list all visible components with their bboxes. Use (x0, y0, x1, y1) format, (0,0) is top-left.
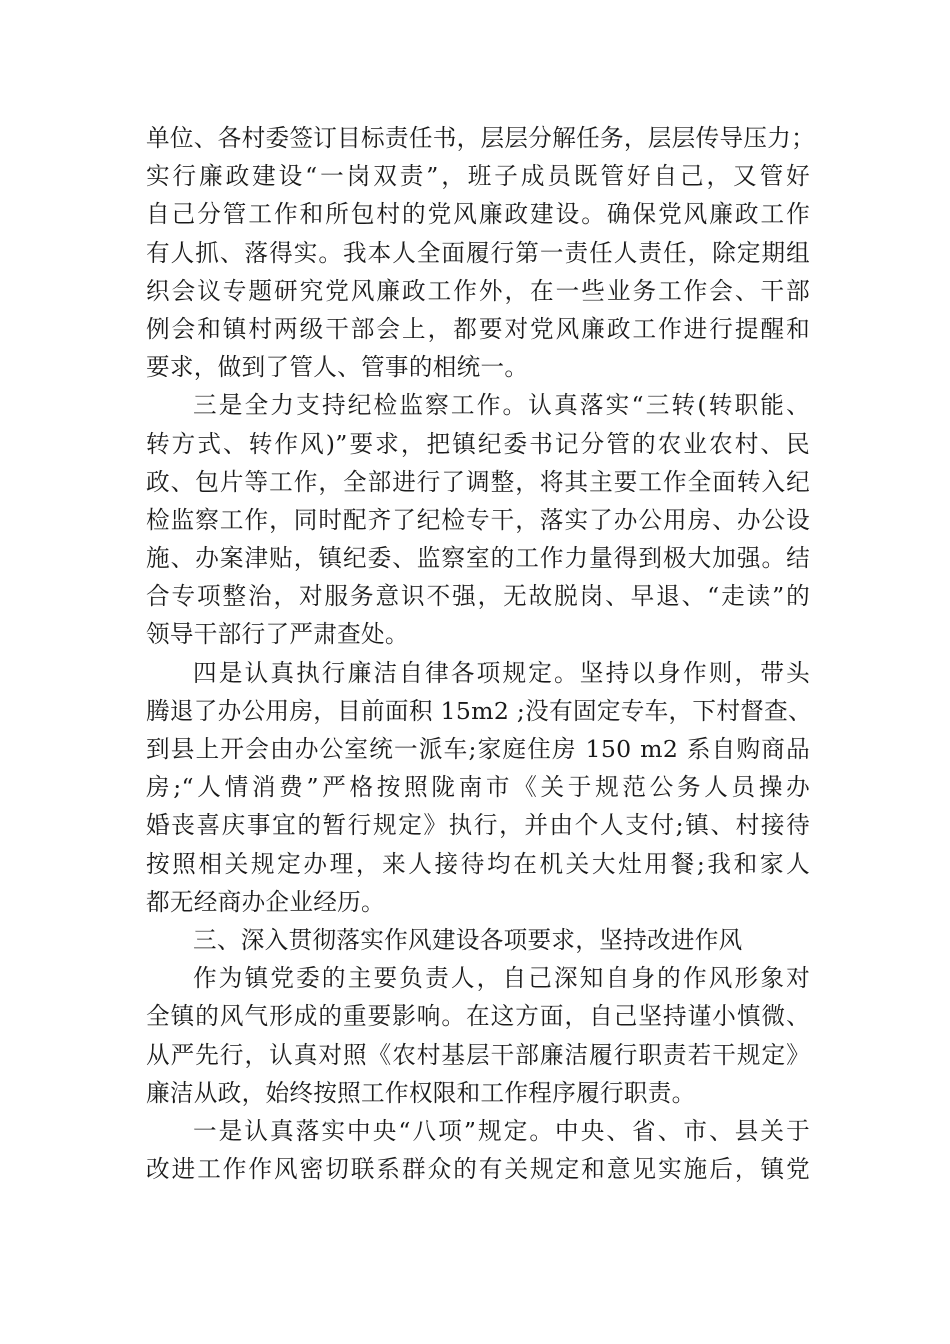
text-line: 一是认真落实中央“八项”规定。中央、省、市、县关于 (193, 1116, 810, 1145)
text-line: 从严先行，认真对照《农村基层干部廉洁履行职责若干规定》 (146, 1040, 810, 1069)
text-line: 到县上开会由办公室统一派车;家庭住房 150 m2 系自购商品 (146, 735, 810, 763)
text-line: 改进工作作风密切联系群众的有关规定和意见实施后，镇党 (146, 1155, 810, 1184)
text-line: 合专项整治，对服务意识不强，无故脱岗、早退、“走读”的 (146, 582, 810, 611)
text-line: 都无经商办企业经历。 (146, 887, 385, 916)
text-line: 政、包片等工作，全部进行了调整，将其主要工作全面转入纪 (146, 467, 810, 496)
text-line: 四是认真执行廉洁自律各项规定。坚持以身作则，带头 (193, 658, 810, 687)
text-line: 要求，做到了管人、管事的相统一。 (146, 353, 529, 382)
body-text (146, 119, 816, 1188)
text-line: 按照相关规定办理，来人接待均在机关大灶用餐;我和家人 (146, 849, 810, 878)
text-line: 三是全力支持纪检监察工作。认真落实“三转(转职能、 (193, 391, 810, 420)
text-line: 实行廉政建设“一岗双责”，班子成员既管好自己，又管好 (146, 162, 810, 191)
text-line: 房;“人情消费”严格按照陇南市《关于规范公务人员操办 (146, 773, 810, 802)
text-line: 例会和镇村两级干部会上，都要对党风廉政工作进行提醒和 (146, 314, 810, 343)
text-line: 全镇的风气形成的重要影响。在这方面，自己坚持谨小慎微、 (146, 1002, 810, 1031)
text-line: 三、深入贯彻落实作风建设各项要求，坚持改进作风 (193, 925, 743, 954)
text-line: 单位、各村委签订目标责任书，层层分解任务，层层传导压力； (146, 124, 816, 152)
text-line: 领导干部行了严肃查处。 (146, 620, 409, 649)
text-line: 织会议专题研究党风廉政工作外，在一些业务工作会、干部 (146, 276, 810, 305)
text-line: 作为镇党委的主要负责人，自己深知自身的作风形象对 (193, 964, 810, 993)
text-line: 腾退了办公用房，目前面积 15m2 ;没有固定专车，下村督查、 (146, 696, 812, 725)
text-line: 检监察工作，同时配齐了纪检专干，落实了办公用房、办公设 (146, 505, 810, 534)
text-line: 转方式、转作风)”要求，把镇纪委书记分管的农业农村、民 (146, 429, 810, 458)
text-line: 婚丧喜庆事宜的暂行规定》执行，并由个人支付;镇、村接待 (146, 811, 810, 840)
text-line: 廉洁从政，始终按照工作权限和工作程序履行职责。 (146, 1078, 696, 1107)
text-line: 有人抓、落得实。我本人全面履行第一责任人责任，除定期组 (146, 238, 810, 267)
text-line: 自己分管工作和所包村的党风廉政建设。确保党风廉政工作 (146, 200, 810, 229)
text-line: 施、办案津贴，镇纪委、监察室的工作力量得到极大加强。结 (146, 544, 810, 573)
